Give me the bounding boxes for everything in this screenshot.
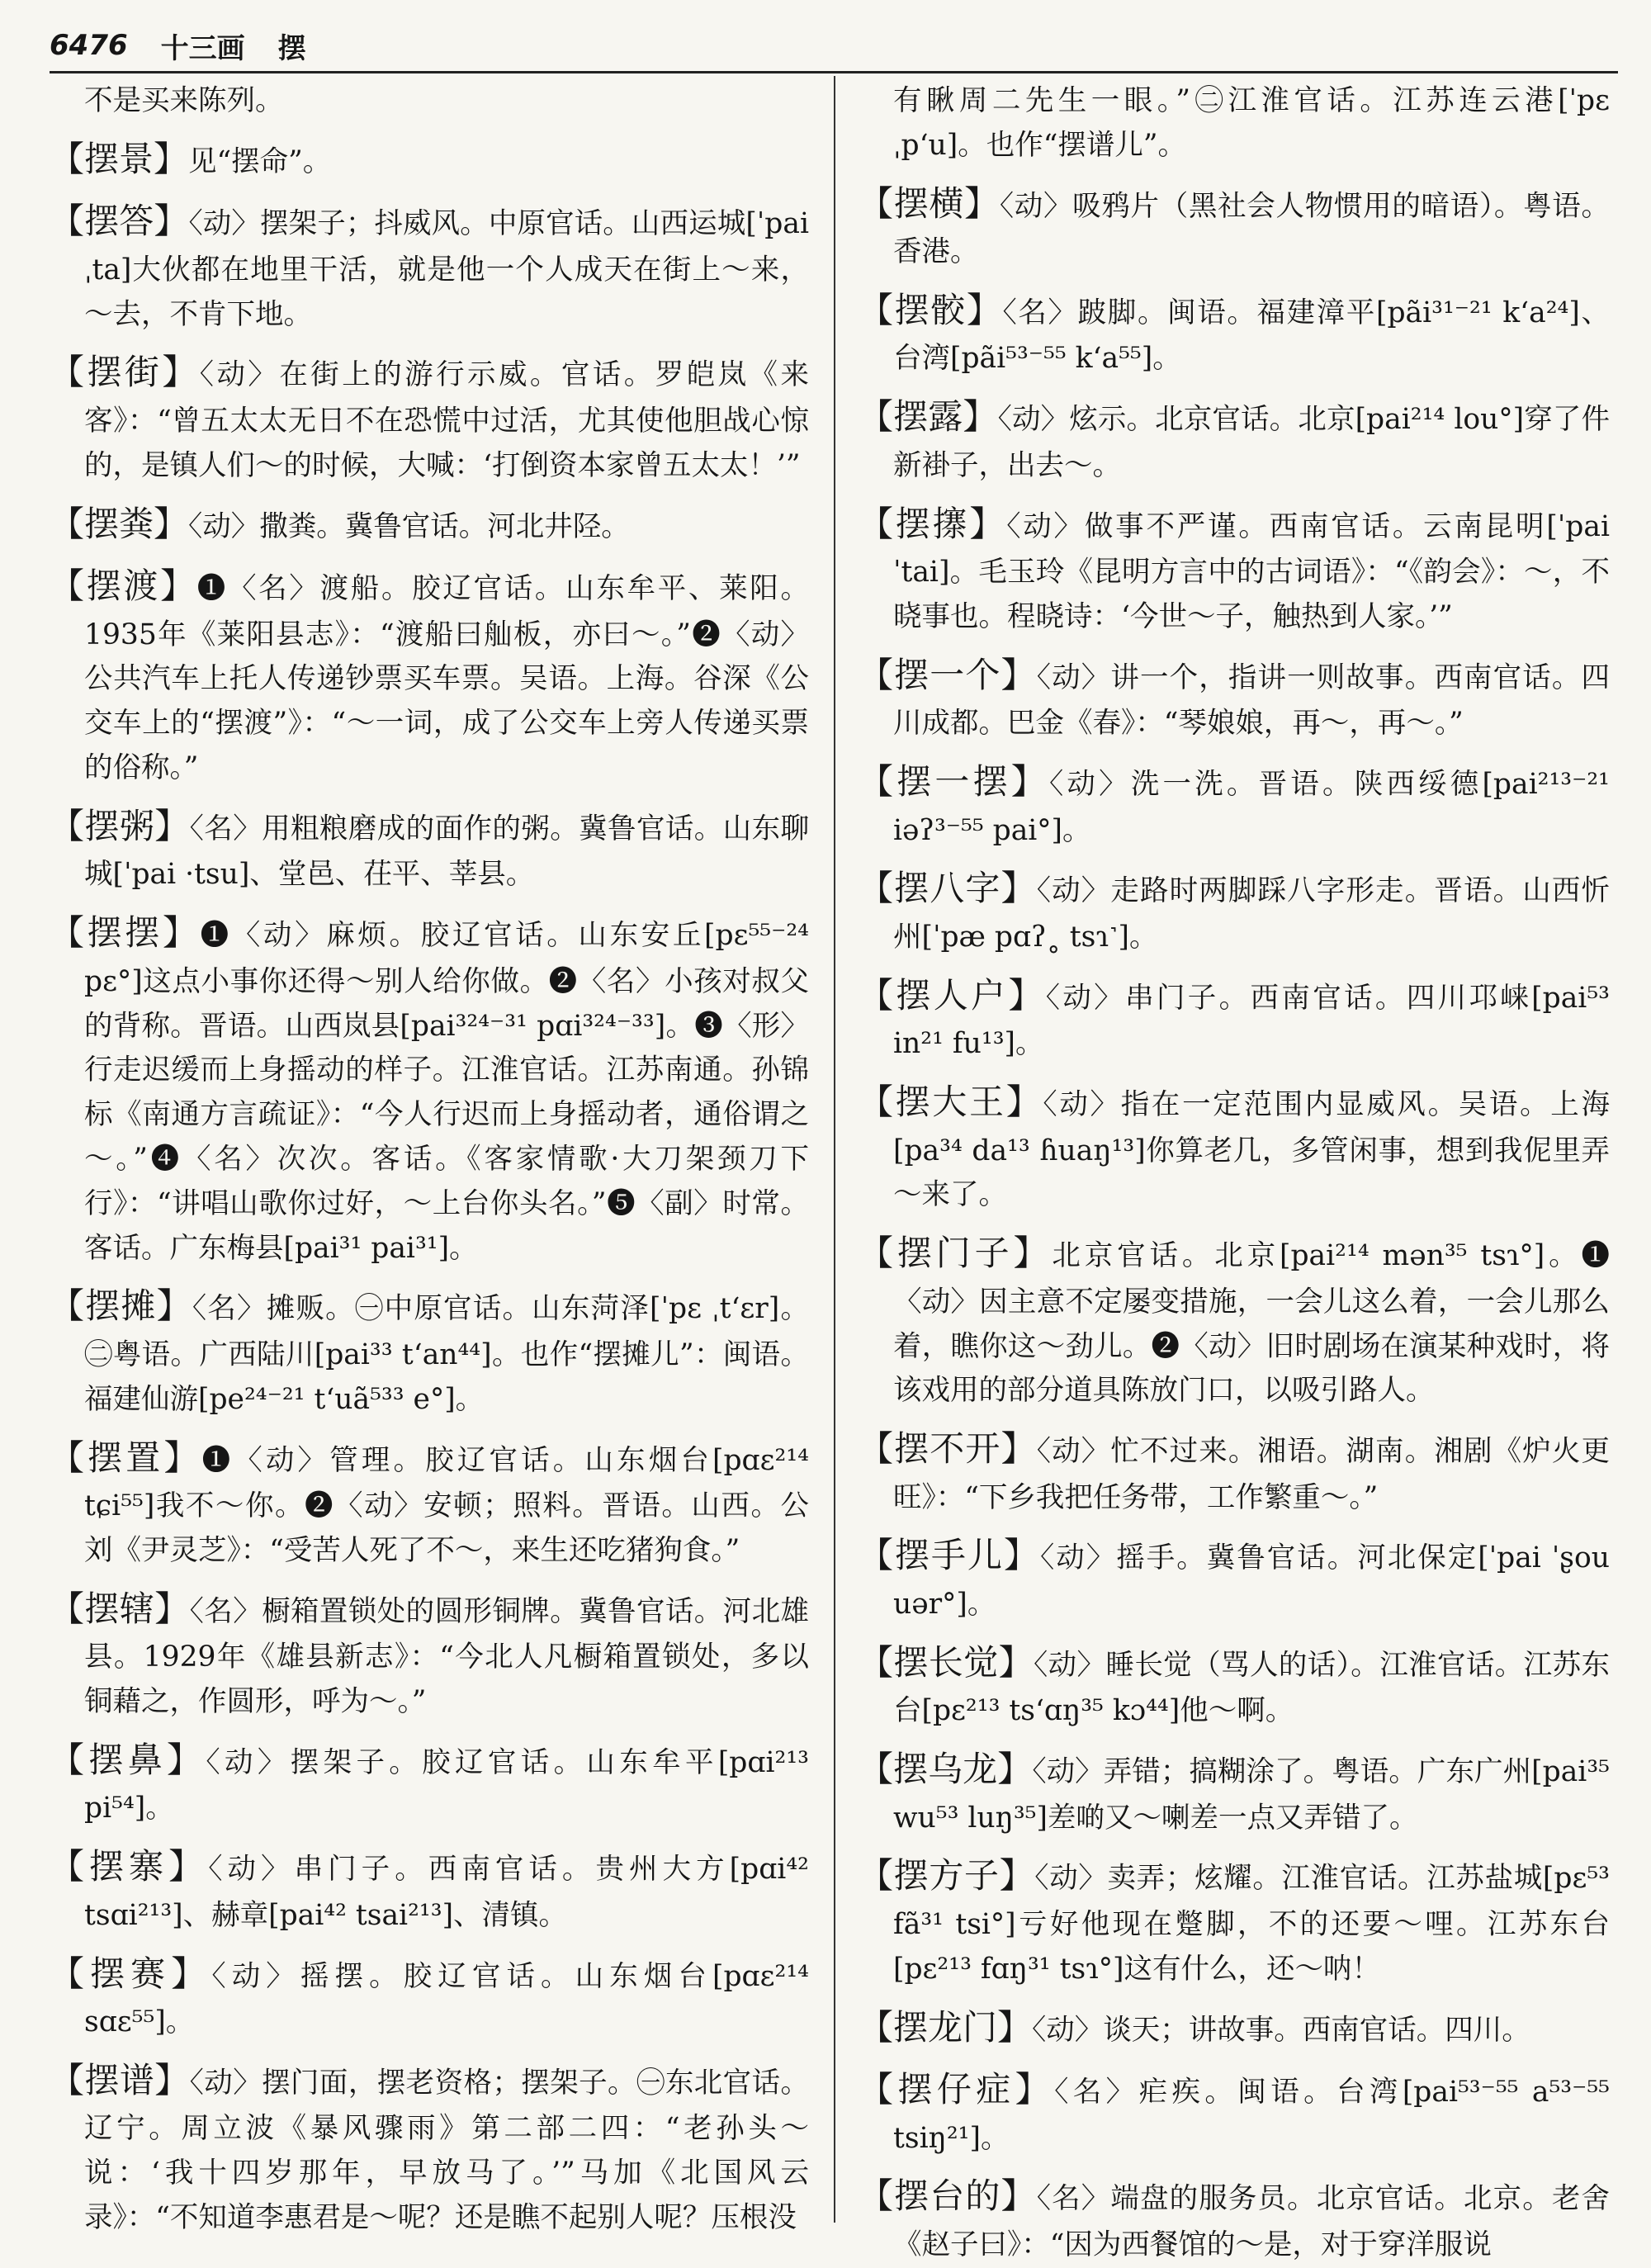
dictionary-entry xyxy=(50,1279,809,1422)
dictionary-entry xyxy=(50,1839,809,1938)
dictionary-entry xyxy=(50,559,809,791)
entry-headword: 【摆㩟】 xyxy=(859,503,1007,544)
column-divider xyxy=(834,76,835,2223)
entry-definition: 〈动〉摆门面，摆老资格；摆架子。㊀东北官话。辽宁。周立波《暴风骤雨》第二部二四：“老孙头～说：‘我十四岁那年，早放马了。’”马加《北国风云录》：“不知道李惠君是～呢？还是瞧不起别人呢？压根没 xyxy=(84,2066,809,2234)
entry-definition: 〈动〉指在一定范围内显威风。吴语。上海[pa³⁴ da¹³ ɦuaŋ¹³]你算老几，多管闲事，想到我伲里弄～来了。 xyxy=(893,1088,1610,1212)
entry-definition: 见“摆命”。 xyxy=(188,144,332,178)
dictionary-entry xyxy=(50,1733,809,1831)
dictionary-entry xyxy=(859,2062,1610,2161)
right-entry-list xyxy=(859,177,1610,2268)
entry-headword: 【摆谱】 xyxy=(50,2059,190,2100)
dictionary-entry xyxy=(859,968,1610,1067)
entry-headword: 【摆街】 xyxy=(50,352,200,393)
entry-headword: 【摆渡】 xyxy=(50,566,197,607)
entry-headword: 【摆人户】 xyxy=(859,974,1046,1016)
entry-definition: 〈动〉撒粪。冀鲁官话。河北井陉。 xyxy=(188,509,630,543)
dictionary-entry xyxy=(50,497,809,552)
dictionary-entry xyxy=(859,2000,1610,2055)
entry-headword: 【摆门子】 xyxy=(859,1233,1053,1274)
dictionary-entry xyxy=(859,1636,1610,1734)
section-label: 十三画 xyxy=(160,31,245,65)
entry-definition: 〈动〉串门子。西南官话。四川邛崃[pai⁵³ in²¹ fu¹³]。 xyxy=(893,981,1610,1061)
page-header xyxy=(50,21,1618,69)
entry-definition: 〈动〉串门子。西南官话。贵州大方[pɑi⁴² tsɑi²¹³]、赫章[pai⁴² tsai²¹³]、清镇。 xyxy=(84,1853,809,1932)
entry-definition: 〈动〉摇手。冀鲁官话。河北保定[ˈpai ˈʂou uər°]。 xyxy=(893,1541,1610,1621)
dictionary-entry xyxy=(859,2169,1610,2267)
header-rule xyxy=(50,71,1618,73)
entry-definition: 〈动〉洗一洗。晋语。陕西绥德[pai²¹³⁻²¹ iəʔ³⁻⁵⁵ pai°]。 xyxy=(893,768,1610,847)
dictionary-entry xyxy=(859,648,1610,746)
entry-headword: 【摆长觉】 xyxy=(859,1641,1034,1683)
dictionary-entry xyxy=(50,1947,809,2045)
dictionary-entry xyxy=(859,1849,1610,1991)
entry-headword: 【摆大王】 xyxy=(859,1082,1043,1123)
entry-headword: 【摆粪】 xyxy=(50,503,189,544)
entry-headword: 【摆不开】 xyxy=(859,1428,1037,1470)
entry-headword: 【摆粥】 xyxy=(50,805,190,846)
entry-definition: 〈动〉弄错；搞糊涂了。粤语。广东广州[pai³⁵ wu⁵³ luŋ³⁵]差啲又～喇差一点又弄错了。 xyxy=(893,1755,1610,1835)
entry-headword: 【摆露】 xyxy=(859,396,998,438)
entry-definition: 〈动〉走路时两脚踩八字形走。晋语。山西忻州[ˈpæ pɑʔ˳ tsɿ˺]。 xyxy=(893,874,1610,954)
dictionary-entry xyxy=(859,1742,1610,1840)
entry-definition: 〈动〉在街上的游行示威。官话。罗皑岚《来客》：“曾五太太无日不在恐慌中过活，尤其使他胆战心惊的，是镇人们～的时候，大喊：‘打倒资本家曾五太太！’” xyxy=(84,358,809,482)
dictionary-entry xyxy=(50,345,809,488)
dictionary-entry xyxy=(859,390,1610,488)
dictionary-entry xyxy=(859,497,1610,640)
entry-headword: 【摆仔症】 xyxy=(859,2069,1055,2110)
dictionary-entry xyxy=(859,1226,1610,1413)
dictionary-entry xyxy=(50,194,809,337)
entry-headword: 【摆手儿】 xyxy=(859,1535,1040,1576)
entry-headword: 【摆寨】 xyxy=(50,1846,209,1887)
dictionary-entry xyxy=(859,177,1610,275)
dictionary-entry xyxy=(50,1431,809,1574)
dictionary-entry xyxy=(50,2053,809,2241)
entry-definition: 〈动〉谈天；讲故事。西南官话。四川。 xyxy=(1032,2013,1530,2047)
entry-headword: 【摆一个】 xyxy=(859,654,1037,695)
entry-headword: 【摆辖】 xyxy=(50,1588,190,1629)
dictionary-entry xyxy=(50,906,809,1271)
entry-definition: ❶〈名〉渡船。胶辽官话。山东牟平、莱阳。1935年《莱阳县志》：“渡船曰舢板，亦曰～。”❷〈动〉公共汽车上托人传递钞票买车票。吴语。上海。谷深《公交车上的“摆渡”》：“～一词，成了公交车上旁人传递买票的俗称。” xyxy=(84,572,809,785)
entry-headword: 【摆景】 xyxy=(50,138,189,179)
entry-headword: 【摆方子】 xyxy=(859,1855,1035,1896)
entry-definition: 〈动〉摆架子。胶辽官话。山东牟平[pɑi²¹³ pi⁵⁴]。 xyxy=(84,1745,809,1825)
entry-definition: 〈名〉橱箱置锁处的圆形铜牌。冀鲁官话。河北雄县。1929年《雄县新志》：“今北人凡橱箱置锁处，多以铜藉之，作圆形，呼为～。” xyxy=(84,1594,809,1719)
page-number: 6476 xyxy=(50,29,128,62)
entry-definition: ❶〈动〉管理。胶辽官话。山东烟台[pɑɛ²¹⁴ tɕi⁵⁵]我不～你。❷〈动〉安顿；照料。晋语。山西。公刘《尹灵芝》：“受苦人死了不～，来生还吃猪狗食。” xyxy=(84,1443,809,1567)
right-continuation: 有瞅周二先生一眼。”㊁江淮官话。江苏连云港[ˈpɛ ˌpʻu]。也作“摆谱儿”。 xyxy=(893,84,1610,162)
entry-headword: 【摆八字】 xyxy=(859,868,1037,909)
left-entry-list xyxy=(50,132,809,2241)
dictionary-entry xyxy=(50,1582,809,1725)
entry-headword: 【摆答】 xyxy=(50,201,189,242)
entry-headword: 【摆鼻】 xyxy=(50,1739,206,1780)
entry-definition: 〈名〉用粗粮磨成的面作的粥。冀鲁官话。山东聊城[ˈpai ·tsu]、堂邑、茌平、莘县。 xyxy=(84,812,809,892)
entry-definition: 〈动〉摇摆。胶辽官话。山东烟台[pɑɛ²¹⁴ sɑɛ⁵⁵]。 xyxy=(84,1959,809,2039)
entry-definition: 〈动〉讲一个，指讲一则故事。西南官话。四川成都。巴金《春》：“琴娘娘，再～，再～。” xyxy=(893,661,1610,741)
entry-definition: 〈动〉吸鸦片（黑社会人物惯用的暗语）。粤语。香港。 xyxy=(893,189,1610,269)
entry-definition: 〈动〉炫示。北京官话。北京[pai²¹⁴ lou°]穿了件新褂子，出去～。 xyxy=(893,403,1610,482)
dictionary-entry xyxy=(859,755,1610,853)
entry-definition: 〈动〉睡长觉（骂人的话）。江淮官话。江苏东台[pɛ²¹³ tsʻɑŋ³⁵ kɔ⁴⁴]他～啊。 xyxy=(893,1648,1610,1728)
entry-definition: 〈名〉摊贩。㊀中原官话。山东菏泽[ˈpɛ ˌtʻɛr]。㊁粤语。广西陆川[pai³³ tʻan⁴⁴]。也作“摆摊儿”：闽语。福建仙游[pe²⁴⁻²¹ tʻuã⁵³³ e°]。 xyxy=(84,1292,809,1416)
entry-headword: 【摆赛】 xyxy=(50,1953,212,1994)
entry-headword: 【摆置】 xyxy=(50,1437,202,1478)
entry-definition: 〈动〉做事不严谨。西南官话。云南昆明[ˈpai ˈtai]。毛玉玲《昆明方言中的古词语》：“《韵会》：～，不晓事也。程晓诗：‘今世～子，触热到人家。’” xyxy=(893,509,1610,633)
entry-headword: 【摆龙门】 xyxy=(859,2006,1033,2048)
running-character: 摆 xyxy=(277,31,306,65)
entry-definition: 〈动〉忙不过来。湘语。湖南。湘剧《炉火更旺》：“下乡我把任务带，工作繁重～。” xyxy=(893,1435,1610,1514)
entry-headword: 【摆摆】 xyxy=(50,912,201,954)
entry-definition: 〈动〉摆架子；抖威风。中原官话。山西运城[ˈpai ˌta]大伙都在地里干活，就是他一个人成天在街上～来，～去，不肯下地。 xyxy=(84,207,809,331)
left-column xyxy=(50,79,809,2234)
left-continuation: 不是买来陈列。 xyxy=(84,84,284,117)
dictionary-entry xyxy=(859,1422,1610,1520)
dictionary-entry xyxy=(859,1075,1610,1218)
dictionary-entry xyxy=(50,132,809,187)
entry-headword: 【摆台的】 xyxy=(859,2176,1037,2217)
entry-definition: 〈动〉卖弄；炫耀。江淮官话。江苏盐城[pɛ⁵³ fã³¹ tsi°]亏好他现在蹩脚，不的还要～哩。江苏东台[pɛ²¹³ fɑŋ³¹ tsɿ°]这有什么，还～呐！ xyxy=(893,1862,1610,1986)
dictionary-entry xyxy=(859,861,1610,959)
entry-headword: 【摆一摆】 xyxy=(859,761,1049,803)
entry-definition: 北京官话。北京[pai²¹⁴ mən³⁵ tsɿ°]。❶〈动〉因主意不定屡变措施，一会儿这么着，一会儿那么着，瞧你这～劲儿。❷〈动〉旧时剧场在演某种戏时，将该戏用的部分道具陈放门口，以吸引路人。 xyxy=(893,1239,1610,1408)
dictionary-entry xyxy=(859,283,1610,381)
entry-definition: 〈名〉跛脚。闽语。福建漳平[pãi³¹⁻²¹ kʻa²⁴]、台湾[pãi⁵³⁻⁵⁵ kʻa⁵⁵]。 xyxy=(893,296,1610,376)
entry-headword: 【摆骹】 xyxy=(859,289,1003,330)
entry-definition: 〈名〉端盘的服务员。北京官话。北京。老舍《赵子曰》：“因为西餐馆的～是，对于穿洋服说 xyxy=(893,2182,1610,2261)
entry-headword: 【摆摊】 xyxy=(50,1286,192,1327)
entry-definition: ❶〈动〉麻烦。胶辽官话。山东安丘[pɛ⁵⁵⁻²⁴ pɛ°]这点小事你还得～别人给你做。❷〈名〉小孩对叔父的背称。晋语。山西岚县[pai³²⁴⁻³¹ pɑi³²⁴⁻³³]。❸〈形〉行走迟缓而上身摇动的样子。江淮官话。江苏南通。孙锦标《南通方言疏证》：“今人行迟而上身摇动者，通俗谓之～。”❹〈名〉次次。客话。《客家情歌·大刀架颈刀下行》：“讲唱山歌你过好，～上台你头名。”❺〈副〉时常。客话。广东梅县[pai³¹ pai³¹]。 xyxy=(84,919,809,1265)
entry-headword: 【摆横】 xyxy=(859,182,1000,224)
dictionary-entry xyxy=(50,799,809,897)
right-column xyxy=(859,79,1610,2261)
dictionary-entry xyxy=(859,1528,1610,1626)
entry-headword: 【摆乌龙】 xyxy=(859,1749,1033,1790)
entry-definition: 〈名〉疟疾。闽语。台湾[pai⁵³⁻⁵⁵ a⁵³⁻⁵⁵ tsiŋ²¹]。 xyxy=(893,2076,1610,2155)
